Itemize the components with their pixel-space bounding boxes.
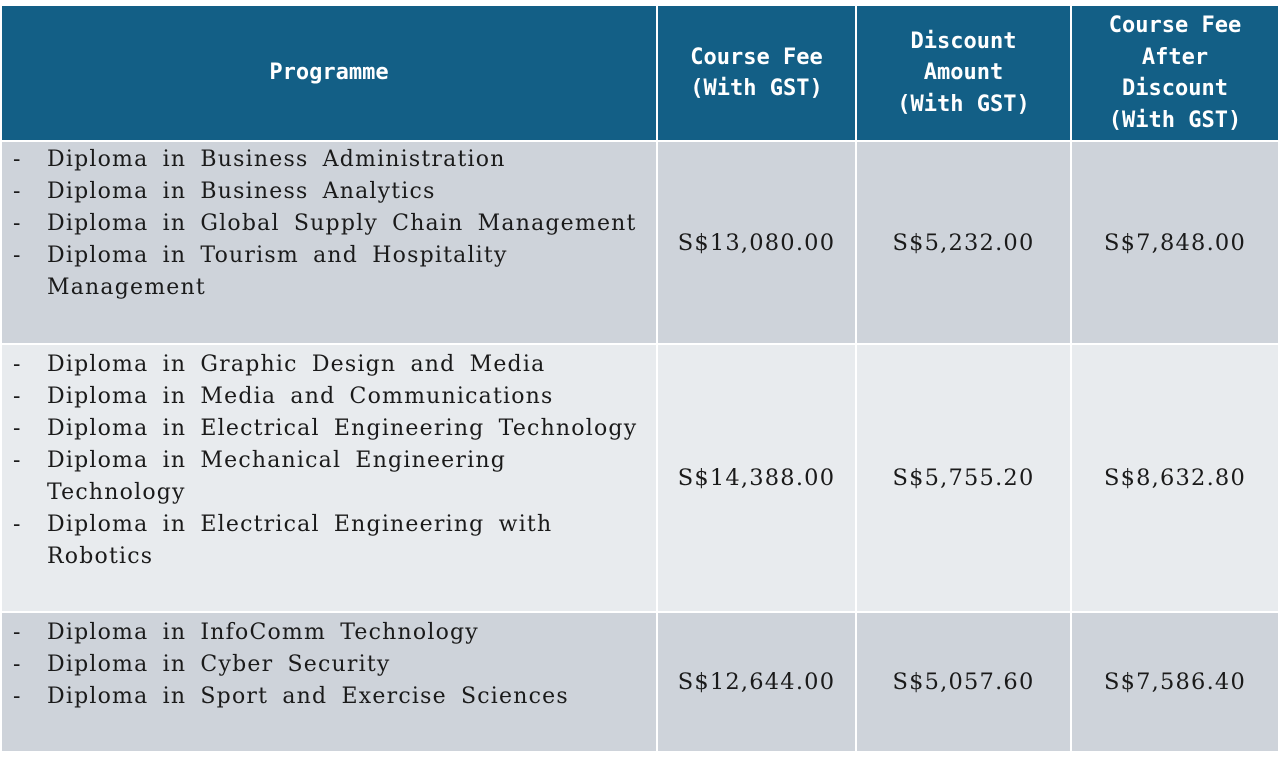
programme-item: - Diploma in Graphic Design and Media bbox=[13, 349, 656, 381]
programme-item: - Diploma in Business Analytics bbox=[13, 176, 656, 208]
programme-list bbox=[13, 144, 656, 304]
programme-item: - Diploma in Business Administration bbox=[13, 144, 656, 176]
fee-after-discount-cell: S$7,848.00 bbox=[1071, 141, 1279, 344]
programme-cell bbox=[1, 344, 657, 612]
fee-after-discount-cell: S$7,586.40 bbox=[1071, 612, 1279, 752]
table-row bbox=[1, 612, 1279, 752]
course-fee-cell: S$13,080.00 bbox=[657, 141, 856, 344]
discount-amount-cell: S$5,755.20 bbox=[856, 344, 1071, 612]
programme-item: - Diploma in Electrical Engineering with Robotics bbox=[13, 509, 656, 573]
table-row bbox=[1, 141, 1279, 344]
header-discount-line: Amount bbox=[923, 60, 1004, 86]
table-row bbox=[1, 344, 1279, 612]
programme-item: - Diploma in Media and Communications bbox=[13, 381, 656, 413]
programme-item: - Diploma in Electrical Engineering Technology bbox=[13, 413, 656, 445]
discount-amount-cell: S$5,232.00 bbox=[856, 141, 1071, 344]
header-after-discount-line: (With GST) bbox=[1108, 107, 1242, 133]
programme-item: - Diploma in Mechanical Engineering Technology bbox=[13, 445, 656, 509]
course-fee-table bbox=[0, 4, 1280, 753]
header-course-fee-line: Course Fee bbox=[690, 44, 823, 70]
header-course-fee bbox=[657, 5, 856, 141]
discount-amount-cell: S$5,057.60 bbox=[856, 612, 1071, 752]
course-fee-cell: S$14,388.00 bbox=[657, 344, 856, 612]
programme-cell bbox=[1, 141, 657, 344]
header-fee-after-discount bbox=[1071, 5, 1279, 141]
programme-item: - Diploma in Global Supply Chain Management bbox=[13, 208, 656, 240]
programme-item: - Diploma in Sport and Exercise Sciences bbox=[13, 681, 656, 713]
programme-list bbox=[13, 617, 656, 713]
programme-cell bbox=[1, 612, 657, 752]
course-fee-cell: S$12,644.00 bbox=[657, 612, 856, 752]
header-discount-amount bbox=[856, 5, 1071, 141]
header-course-fee-line: (With GST) bbox=[690, 76, 823, 101]
header-programme bbox=[1, 5, 657, 141]
programme-item: - Diploma in InfoComm Technology bbox=[13, 617, 656, 649]
header-programme-line: Programme bbox=[269, 60, 389, 86]
header-after-discount-line: Course Fee bbox=[1108, 13, 1242, 38]
programme-item: - Diploma in Tourism and Hospitality Management bbox=[13, 240, 656, 304]
fee-after-discount-cell: S$8,632.80 bbox=[1071, 344, 1279, 612]
header-discount-line: (With GST) bbox=[897, 91, 1030, 117]
header-after-discount-line: Discount bbox=[1122, 76, 1228, 101]
header-row bbox=[1, 5, 1279, 141]
programme-item: - Diploma in Cyber Security bbox=[13, 649, 656, 681]
programme-list bbox=[13, 349, 656, 573]
header-discount-line: Discount bbox=[910, 28, 1017, 54]
header-after-discount-line: After bbox=[1141, 44, 1209, 70]
